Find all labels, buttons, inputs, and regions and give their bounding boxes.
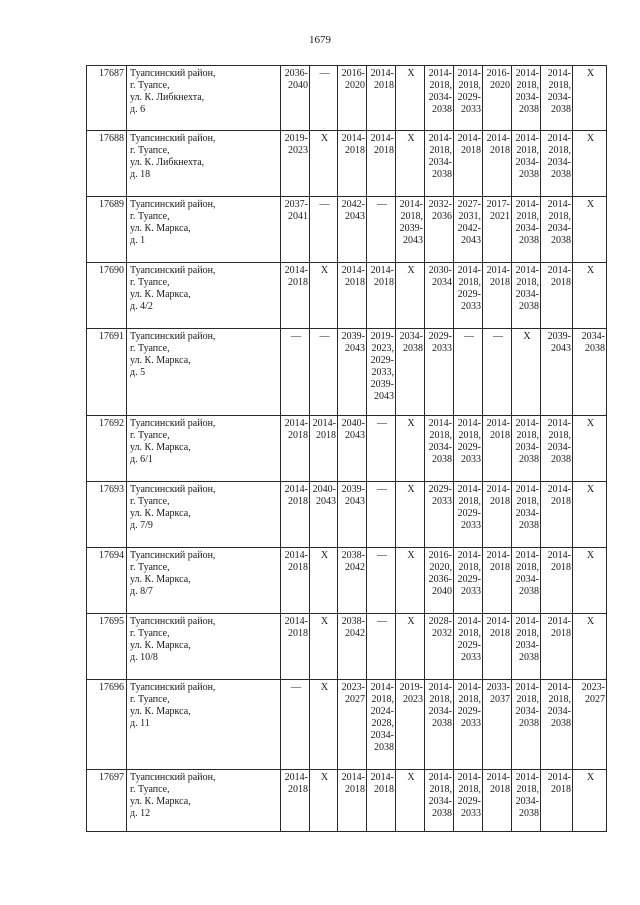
- period-cell: X: [573, 548, 607, 614]
- period-cell: 2039- 2043: [541, 329, 573, 416]
- period-cell: 2027- 2031, 2042- 2043: [454, 197, 483, 263]
- period-cell: X: [512, 329, 541, 416]
- period-cell: 2038- 2042: [338, 548, 367, 614]
- period-cell: —: [310, 329, 338, 416]
- period-cell: 2014- 2018, 2034- 2038: [425, 416, 454, 482]
- period-cell: 2014- 2018, 2034- 2038: [512, 131, 541, 197]
- period-cell: 2039- 2043: [338, 482, 367, 548]
- period-cell: X: [310, 614, 338, 680]
- table-row: [87, 263, 607, 329]
- period-cell: X: [573, 614, 607, 680]
- table-row: [87, 680, 607, 770]
- period-cell: 2014- 2018, 2029- 2033: [454, 263, 483, 329]
- period-cell: 2014- 2018, 2034- 2038: [541, 131, 573, 197]
- period-cell: 2034- 2038: [573, 329, 607, 416]
- period-cell: 2014- 2018, 2034- 2038: [512, 197, 541, 263]
- period-cell: —: [454, 329, 483, 416]
- period-cell: X: [396, 263, 425, 329]
- record-number: 17687: [87, 66, 127, 131]
- record-number: 17694: [87, 548, 127, 614]
- period-cell: —: [367, 614, 396, 680]
- period-cell: 2014- 2018: [541, 770, 573, 832]
- period-cell: 2016- 2020, 2036- 2040: [425, 548, 454, 614]
- period-cell: 2014- 2018, 2029- 2033: [454, 614, 483, 680]
- page-number: 1679: [309, 34, 331, 46]
- period-cell: 2014- 2018, 2029- 2033: [454, 770, 483, 832]
- period-cell: 2017- 2021: [483, 197, 512, 263]
- record-number: 17692: [87, 416, 127, 482]
- record-number: 17690: [87, 263, 127, 329]
- period-cell: X: [573, 263, 607, 329]
- period-cell: 2028- 2032: [425, 614, 454, 680]
- period-cell: 2014- 2018: [281, 770, 310, 832]
- period-cell: 2014- 2018: [483, 548, 512, 614]
- period-cell: 2014- 2018: [338, 131, 367, 197]
- period-cell: 2016- 2020: [483, 66, 512, 131]
- period-cell: 2023- 2027: [573, 680, 607, 770]
- table-row: [87, 329, 607, 416]
- record-number: 17695: [87, 614, 127, 680]
- period-cell: X: [396, 131, 425, 197]
- table-row: [87, 548, 607, 614]
- address-cell: Туапсинский район, г. Туапсе, ул. К. Маркса, д. 10/8: [127, 614, 281, 680]
- period-cell: 2014- 2018: [281, 263, 310, 329]
- period-cell: 2014- 2018: [483, 482, 512, 548]
- register-rows: [87, 66, 607, 832]
- period-cell: 2014- 2018, 2034- 2038: [541, 197, 573, 263]
- table-row: [87, 66, 607, 131]
- period-cell: 2014- 2018: [281, 614, 310, 680]
- period-cell: —: [367, 548, 396, 614]
- register-table: [86, 65, 607, 832]
- period-cell: —: [367, 482, 396, 548]
- period-cell: —: [310, 197, 338, 263]
- period-cell: 2019- 2023: [396, 680, 425, 770]
- period-cell: 2014- 2018, 2034- 2038: [425, 680, 454, 770]
- period-cell: 2014- 2018, 2034- 2038: [425, 66, 454, 131]
- period-cell: X: [310, 131, 338, 197]
- period-cell: 2014- 2018, 2034- 2038: [541, 66, 573, 131]
- period-cell: 2014- 2018, 2029- 2033: [454, 416, 483, 482]
- period-cell: —: [483, 329, 512, 416]
- period-cell: 2014- 2018: [338, 263, 367, 329]
- address-cell: Туапсинский район, г. Туапсе, ул. К. Маркса, д. 11: [127, 680, 281, 770]
- period-cell: 2030- 2034: [425, 263, 454, 329]
- period-cell: 2029- 2033: [425, 482, 454, 548]
- period-cell: 2014- 2018, 2029- 2033: [454, 680, 483, 770]
- period-cell: X: [310, 680, 338, 770]
- period-cell: X: [573, 131, 607, 197]
- period-cell: —: [367, 416, 396, 482]
- table-row: [87, 197, 607, 263]
- record-number: 17688: [87, 131, 127, 197]
- period-cell: 2014- 2018: [281, 548, 310, 614]
- address-cell: Туапсинский район, г. Туапсе, ул. К. Маркса, д. 12: [127, 770, 281, 832]
- period-cell: 2042- 2043: [338, 197, 367, 263]
- period-cell: X: [573, 770, 607, 832]
- period-cell: 2014- 2018, 2029- 2033: [454, 548, 483, 614]
- period-cell: 2029- 2033: [425, 329, 454, 416]
- period-cell: 2036- 2040: [281, 66, 310, 131]
- period-cell: X: [310, 263, 338, 329]
- period-cell: X: [396, 66, 425, 131]
- period-cell: X: [396, 770, 425, 832]
- period-cell: X: [396, 614, 425, 680]
- address-cell: Туапсинский район, г. Туапсе, ул. К. Либкнехта, д. 18: [127, 131, 281, 197]
- period-cell: 2014- 2018: [483, 614, 512, 680]
- record-number: 17697: [87, 770, 127, 832]
- period-cell: 2014- 2018, 2034- 2038: [541, 680, 573, 770]
- address-cell: Туапсинский район, г. Туапсе, ул. К. Маркса, д. 5: [127, 329, 281, 416]
- period-cell: X: [396, 548, 425, 614]
- address-cell: Туапсинский район, г. Туапсе, ул. К. Маркса, д. 8/7: [127, 548, 281, 614]
- period-cell: 2014- 2018: [338, 770, 367, 832]
- period-cell: 2014- 2018: [483, 416, 512, 482]
- period-cell: 2014- 2018: [281, 482, 310, 548]
- period-cell: X: [573, 416, 607, 482]
- period-cell: 2014- 2018: [483, 131, 512, 197]
- period-cell: 2033- 2037: [483, 680, 512, 770]
- period-cell: 2019- 2023, 2029- 2033, 2039- 2043: [367, 329, 396, 416]
- address-cell: Туапсинский район, г. Туапсе, ул. К. Маркса, д. 7/9: [127, 482, 281, 548]
- period-cell: 2014- 2018, 2034- 2038: [512, 482, 541, 548]
- address-cell: Туапсинский район, г. Туапсе, ул. К. Маркса, д. 6/1: [127, 416, 281, 482]
- period-cell: 2039- 2043: [338, 329, 367, 416]
- period-cell: X: [396, 482, 425, 548]
- period-cell: 2014- 2018, 2034- 2038: [541, 416, 573, 482]
- period-cell: 2014- 2018, 2034- 2038: [512, 680, 541, 770]
- address-cell: Туапсинский район, г. Туапсе, ул. К. Либкнехта, д. 6: [127, 66, 281, 131]
- table-row: [87, 131, 607, 197]
- period-cell: 2014- 2018: [367, 770, 396, 832]
- period-cell: 2014- 2018, 2039- 2043: [396, 197, 425, 263]
- record-number: 17691: [87, 329, 127, 416]
- period-cell: 2014- 2018: [367, 263, 396, 329]
- period-cell: 2040- 2043: [310, 482, 338, 548]
- period-cell: 2014- 2018, 2034- 2038: [512, 416, 541, 482]
- period-cell: X: [310, 548, 338, 614]
- period-cell: —: [281, 680, 310, 770]
- period-cell: X: [573, 66, 607, 131]
- period-cell: 2014- 2018: [541, 482, 573, 548]
- period-cell: 2034- 2038: [396, 329, 425, 416]
- record-number: 17689: [87, 197, 127, 263]
- address-cell: Туапсинский район, г. Туапсе, ул. К. Маркса, д. 4/2: [127, 263, 281, 329]
- period-cell: 2014- 2018, 2029- 2033: [454, 66, 483, 131]
- period-cell: 2014- 2018: [483, 770, 512, 832]
- table-row: [87, 770, 607, 832]
- period-cell: —: [367, 197, 396, 263]
- period-cell: 2014- 2018, 2024- 2028, 2034- 2038: [367, 680, 396, 770]
- record-number: 17693: [87, 482, 127, 548]
- period-cell: 2014- 2018, 2034- 2038: [425, 770, 454, 832]
- period-cell: 2014- 2018: [541, 263, 573, 329]
- period-cell: 2032- 2036: [425, 197, 454, 263]
- period-cell: X: [573, 197, 607, 263]
- period-cell: 2014- 2018: [367, 66, 396, 131]
- table-row: [87, 416, 607, 482]
- period-cell: 2023- 2027: [338, 680, 367, 770]
- period-cell: X: [396, 416, 425, 482]
- period-cell: X: [573, 482, 607, 548]
- period-cell: 2014- 2018, 2034- 2038: [512, 548, 541, 614]
- period-cell: —: [281, 329, 310, 416]
- period-cell: 2014- 2018, 2034- 2038: [512, 614, 541, 680]
- period-cell: 2014- 2018: [541, 614, 573, 680]
- period-cell: 2014- 2018, 2034- 2038: [512, 770, 541, 832]
- period-cell: 2014- 2018, 2034- 2038: [512, 263, 541, 329]
- period-cell: 2037- 2041: [281, 197, 310, 263]
- period-cell: 2014- 2018: [367, 131, 396, 197]
- period-cell: 2040- 2043: [338, 416, 367, 482]
- address-cell: Туапсинский район, г. Туапсе, ул. К. Маркса, д. 1: [127, 197, 281, 263]
- period-cell: —: [310, 66, 338, 131]
- record-number: 17696: [87, 680, 127, 770]
- period-cell: 2014- 2018: [541, 548, 573, 614]
- period-cell: 2014- 2018: [281, 416, 310, 482]
- period-cell: X: [310, 770, 338, 832]
- period-cell: 2038- 2042: [338, 614, 367, 680]
- period-cell: 2019- 2023: [281, 131, 310, 197]
- table-row: [87, 614, 607, 680]
- period-cell: 2014- 2018: [483, 263, 512, 329]
- period-cell: 2014- 2018, 2034- 2038: [512, 66, 541, 131]
- period-cell: 2014- 2018, 2034- 2038: [425, 131, 454, 197]
- period-cell: 2014- 2018, 2029- 2033: [454, 482, 483, 548]
- period-cell: 2016- 2020: [338, 66, 367, 131]
- period-cell: 2014- 2018: [454, 131, 483, 197]
- table-row: [87, 482, 607, 548]
- period-cell: 2014- 2018: [310, 416, 338, 482]
